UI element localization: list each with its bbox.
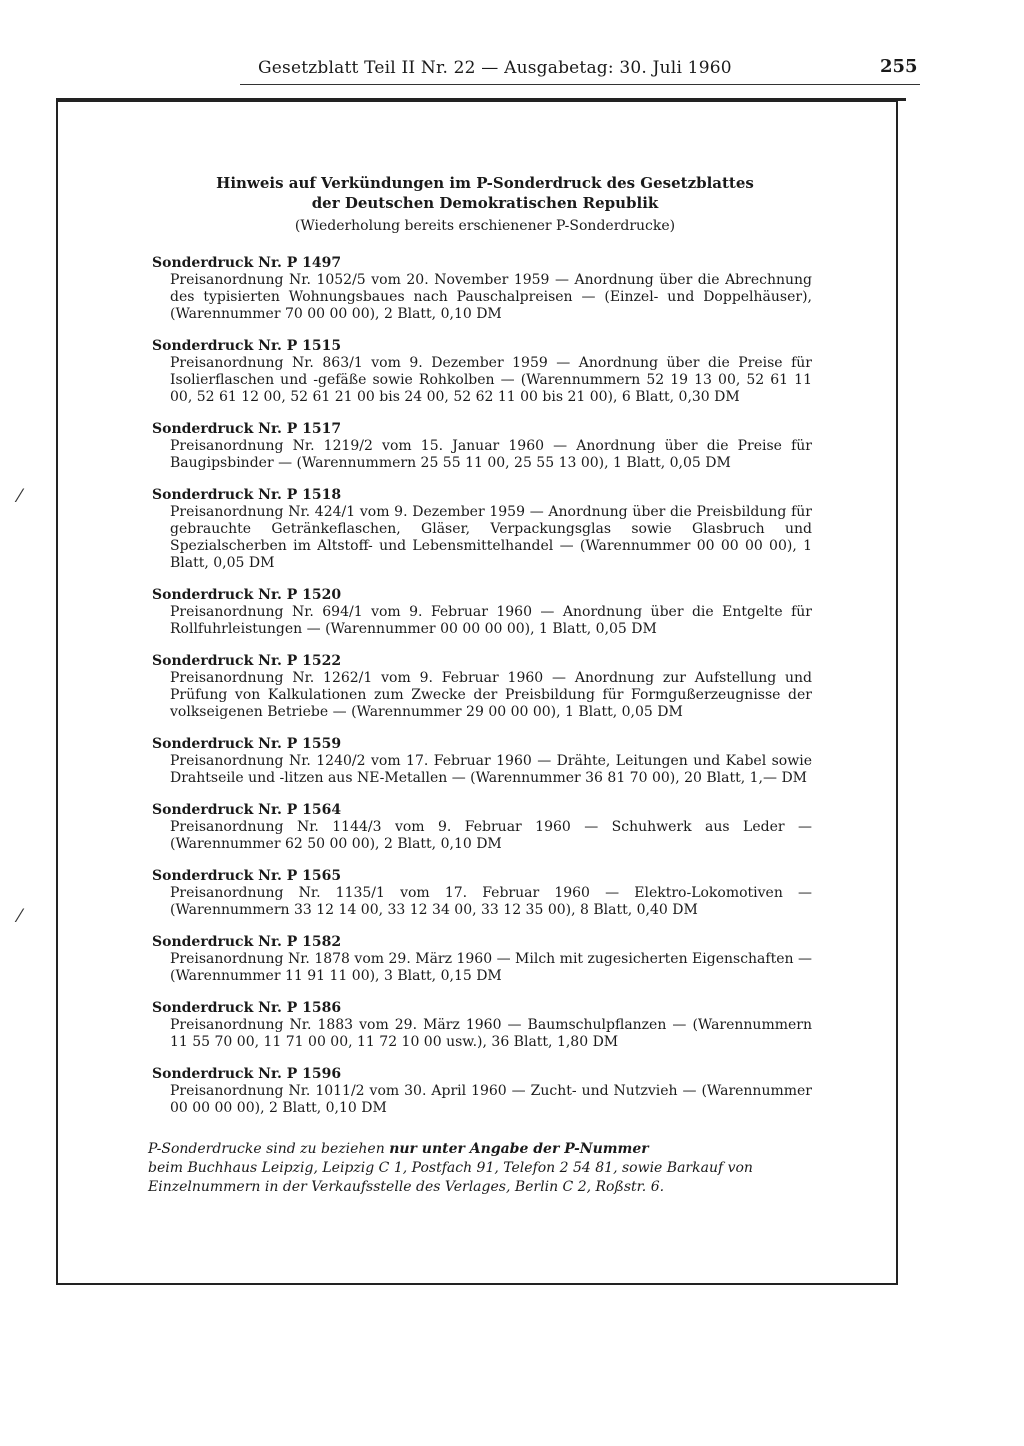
notice-title-line-2: der Deutschen Demokratischen Republik <box>311 194 659 212</box>
entry-heading: Sonderdruck Nr. P 1518 <box>152 487 342 503</box>
entry-text: Preisanordnung Nr. 1883 vom 29. März 1960 — Baumschulpflanzen — (Warennummern 11 55 70 00, 11 71 00 00, 11 72 10 00 usw.), 36 Blatt, 1,80 DM <box>170 1017 812 1050</box>
entry-text: Preisanordnung Nr. 863/1 vom 9. Dezember 1959 — Anordnung über die Preise für Isolierflaschen und -gefäße sowie Rohkolben — (Warennummern 52 19 13 00, 52 61 11 00, 52 61 12 00, 52 61 21 00 bis 24 00, 52 62 11 00 bis 21 00), 6 Blatt, 0,30 DM <box>170 355 812 405</box>
running-head: Gesetzblatt Teil II Nr. 22 — Ausgabetag: 30. Juli 1960 <box>258 58 732 78</box>
entry-heading: Sonderdruck Nr. P 1515 <box>152 338 342 354</box>
ordering-note-emphasis: nur unter Angabe der P-Nummer <box>389 1141 649 1157</box>
entry-heading: Sonderdruck Nr. P 1497 <box>152 255 342 271</box>
ordering-note-address: beim Buchhaus Leipzig, Leipzig C 1, Postfach 91, Telefon 2 54 81, sowie Barkauf von Einzelnummern in der Verkaufsstelle des Verlages, Berlin C 2, Roßstr. 6. <box>148 1160 753 1195</box>
entry-text: Preisanordnung Nr. 1240/2 vom 17. Februar 1960 — Drähte, Leitungen und Kabel sowie Drahtseile und -litzen aus NE-Metallen — (Warennummer 36 81 70 00), 20 Blatt, 1,— DM <box>170 753 812 786</box>
entry-p1515 <box>152 337 812 406</box>
entry-text: Preisanordnung Nr. 424/1 vom 9. Dezember 1959 — Anordnung über die Preisbildung für gebrauchte Getränkeflaschen, Gläser, Verpackungsglas sowie Glasbruch und Spezialscherben im Altstoff- und Lebensmittelhandel — (Warennummer 00 00 00 00), 1 Blatt, 0,05 DM <box>170 504 812 571</box>
entry-p1522 <box>152 652 812 721</box>
entry-p1497 <box>152 254 812 323</box>
ordering-note-intro: P-Sonderdrucke sind zu beziehen <box>148 1141 390 1157</box>
entry-list <box>152 254 812 1131</box>
notice-subtitle: (Wiederholung bereits erschienener P-Sonderdrucke) <box>294 218 676 234</box>
entry-heading: Sonderdruck Nr. P 1564 <box>152 802 342 818</box>
page-number: 255 <box>880 56 918 77</box>
entry-text: Preisanordnung Nr. 1144/3 vom 9. Februar 1960 — Schuhwerk aus Leder — (Warennummer 62 50 00 00), 2 Blatt, 0,10 DM <box>170 819 812 852</box>
entry-p1564 <box>152 801 812 853</box>
entry-p1596 <box>152 1065 812 1117</box>
ordering-note-line-1 <box>148 1140 778 1159</box>
entry-heading: Sonderdruck Nr. P 1517 <box>152 421 342 437</box>
entry-p1520 <box>152 586 812 638</box>
entry-p1559 <box>152 735 812 787</box>
entry-heading: Sonderdruck Nr. P 1582 <box>152 934 342 950</box>
entry-heading: Sonderdruck Nr. P 1596 <box>152 1066 342 1082</box>
margin-check-mark: ⁄ <box>18 486 22 507</box>
entry-heading: Sonderdruck Nr. P 1522 <box>152 653 342 669</box>
entry-text: Preisanordnung Nr. 1262/1 vom 9. Februar 1960 — Anordnung zur Aufstellung und Prüfung von Kalkulationen zum Zwecke der Preisbildung für Formgußerzeugnisse der volkseigenen Betriebe — (Warennummer 29 00 00 00), 1 Blatt, 0,05 DM <box>170 670 812 720</box>
entry-p1517 <box>152 420 812 472</box>
ordering-note <box>148 1140 778 1197</box>
entry-text: Preisanordnung Nr. 694/1 vom 9. Februar 1960 — Anordnung über die Entgelte für Rollfuhrleistungen — (Warennummer 00 00 00 00), 1 Blatt, 0,05 DM <box>170 604 812 637</box>
entry-heading: Sonderdruck Nr. P 1520 <box>152 587 342 603</box>
header-rule <box>240 84 920 85</box>
margin-check-mark: ⁄ <box>18 906 22 927</box>
entry-heading: Sonderdruck Nr. P 1586 <box>152 1000 342 1016</box>
entry-heading: Sonderdruck Nr. P 1565 <box>152 868 342 884</box>
entry-p1582 <box>152 933 812 985</box>
notice-title-line-1: Hinweis auf Verkündungen im P-Sonderdruck des Gesetzblattes <box>216 174 754 192</box>
entry-text: Preisanordnung Nr. 1052/5 vom 20. November 1959 — Anordnung über die Abrechnung des typisierten Wohnungsbaues nach Pauschalpreisen — (Einzel- und Doppelhäuser), (Warennummer 70 00 00 00), 2 Blatt, 0,10 DM <box>170 272 812 322</box>
entry-text: Preisanordnung Nr. 1219/2 vom 15. Januar 1960 — Anordnung über die Preise für Baugipsbinder — (Warennummern 25 55 11 00, 25 55 13 00), 1 Blatt, 0,05 DM <box>170 438 812 471</box>
entry-p1518 <box>152 486 812 572</box>
entry-p1565 <box>152 867 812 919</box>
entry-text: Preisanordnung Nr. 1135/1 vom 17. Februar 1960 — Elektro-Lokomotiven — (Warennummern 33 12 14 00, 33 12 34 00, 33 12 35 00), 8 Blatt, 0,40 DM <box>170 885 812 918</box>
entry-heading: Sonderdruck Nr. P 1559 <box>152 736 342 752</box>
entry-p1586 <box>152 999 812 1051</box>
entry-text: Preisanordnung Nr. 1878 vom 29. März 1960 — Milch mit zugesicherten Eigenschaften — (Warennummer 11 91 11 00), 3 Blatt, 0,15 DM <box>170 951 812 984</box>
entry-text: Preisanordnung Nr. 1011/2 vom 30. April 1960 — Zucht- und Nutzvieh — (Warennummer 00 00 00 00), 2 Blatt, 0,10 DM <box>170 1083 812 1116</box>
